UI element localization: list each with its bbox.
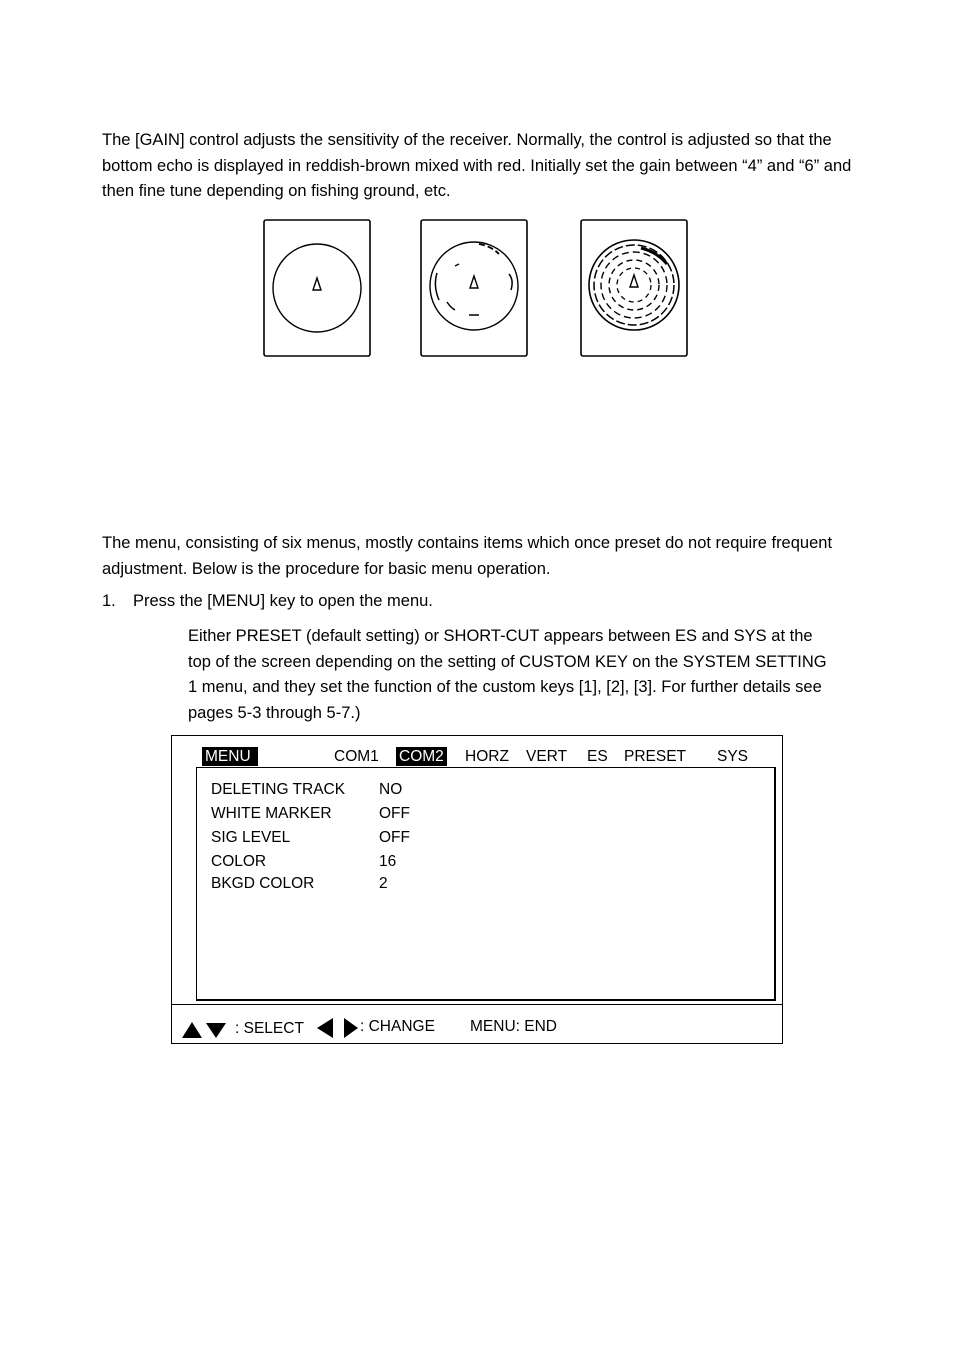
menu-item-label: BKGD COLOR — [211, 875, 315, 892]
menu-tab-bar — [202, 747, 772, 767]
menu-item-value: OFF — [379, 829, 410, 846]
menu-screen-illustration — [171, 735, 783, 1044]
menu-intro-paragraph: The menu, consisting of six menus, mostly contains items which once preset do not require frequent adjustment. Below is the procedure for basic menu operation. — [102, 534, 833, 578]
gain-paragraph: The [GAIN] control adjusts the sensitivity of the receiver. Normally, the control is adjusted so that the bottom echo is displayed in reddish-brown mixed with red. Initially set the gain between “4” and “6” and then fine tune depending on fishing ground, etc. — [102, 131, 852, 200]
menu-item-color — [211, 852, 396, 872]
tab-horz: HORZ — [465, 748, 509, 765]
menu-item-white-marker — [211, 804, 410, 824]
tab-com2: COM2 — [396, 747, 447, 766]
tab-sys: SYS — [717, 748, 749, 765]
menu-item-sig-level — [211, 828, 410, 848]
arrow-left-icon — [317, 1018, 333, 1038]
select-hint: : SELECT — [235, 1020, 304, 1037]
menu-item-label: DELETING TRACK — [211, 781, 346, 798]
tab-preset: PRESET — [624, 748, 687, 765]
tab-es: ES — [587, 748, 608, 765]
menu-item-value: NO — [379, 781, 403, 798]
arrow-down-icon — [206, 1023, 226, 1038]
menu-item-label: WHITE MARKER — [211, 805, 332, 822]
tab-com1: COM1 — [334, 748, 379, 765]
gain-high-illustration — [579, 218, 689, 358]
preset-note: Either PRESET (default setting) or SHORT-CUT appears between ES and SYS at the top of the screen depending on the setting of CUSTOM KEY on the SYSTEM SETTING 1 menu, and they set the function of the custom keys [1], [2], [3]. For further details see pages 5-3 through 5-7.) — [188, 627, 827, 722]
arrow-right-icon — [344, 1018, 358, 1038]
arrow-up-icon — [182, 1022, 202, 1038]
end-hint: MENU: END — [470, 1018, 557, 1035]
menu-item-value: OFF — [379, 805, 410, 822]
gain-medium-illustration — [419, 218, 529, 358]
menu-item-value: 16 — [379, 853, 397, 870]
menu-item-deleting-track — [211, 780, 402, 800]
menu-item-label: COLOR — [211, 853, 267, 870]
menu-item-label: SIG LEVEL — [211, 829, 291, 846]
menu-item-value: 2 — [379, 875, 388, 892]
tab-menu: MENU — [202, 747, 258, 766]
menu-item-list — [196, 767, 776, 1001]
change-hint: : CHANGE — [360, 1018, 435, 1035]
menu-item-bkgd-color — [211, 874, 388, 894]
step-number: 1. — [102, 592, 116, 610]
tab-vert: VERT — [526, 748, 568, 765]
menu-footer — [172, 1004, 782, 1045]
gain-low-illustration — [262, 218, 372, 358]
step-1 — [102, 589, 433, 615]
step-text: Press the [MENU] key to open the menu. — [133, 592, 433, 610]
